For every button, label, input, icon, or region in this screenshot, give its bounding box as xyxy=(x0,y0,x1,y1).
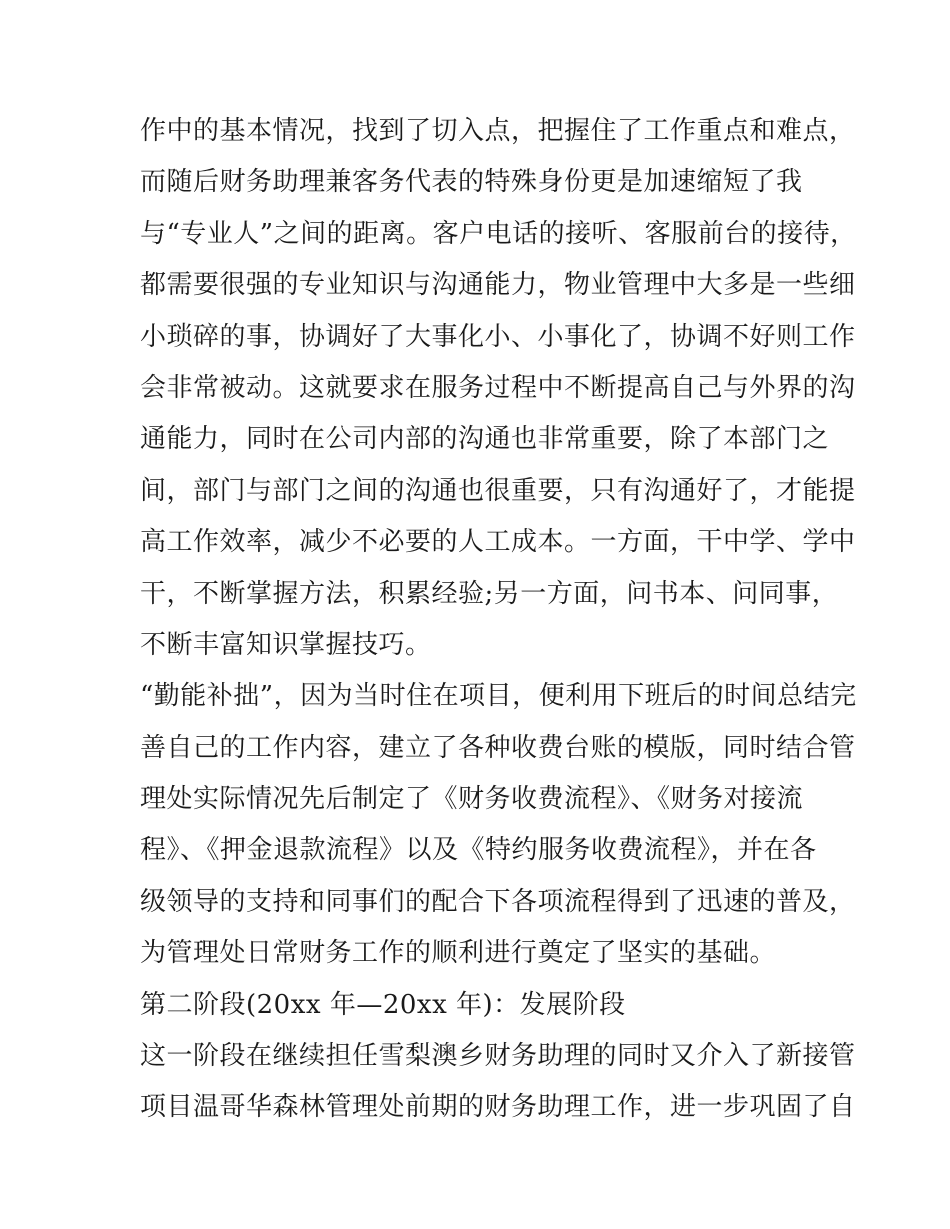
text-line: 而随后财务助理兼客务代表的特殊身份更是加速缩短了我 xyxy=(140,167,803,198)
text-line: 会非常被动。这就要求在服务过程中不断提高自己与外界的沟 xyxy=(140,372,856,403)
body-text xyxy=(140,106,857,1134)
text-line: “勤能补拙”，因为当时住在项目，便利用下班后的时间总结完 xyxy=(140,681,857,712)
text-line: 作中的基本情况，找到了切入点，把握住了工作重点和难点， xyxy=(140,116,856,146)
text-line: 与“专业人”之间的距离。客户电话的接听、客服前台的接待， xyxy=(140,218,857,249)
text-line: 程》、《押金退款流程》以及《特约服务收费流程》，并在各 xyxy=(140,835,817,866)
section-heading: 第二阶段(20xx 年—20xx 年)：发展阶段 xyxy=(140,989,626,1020)
text-line: 项目温哥华森林管理处前期的财务助理工作，进一步巩固了自 xyxy=(140,1092,856,1123)
text-line: 为管理处日常财务工作的顺利进行奠定了坚实的基础。 xyxy=(140,938,777,969)
text-line: 级领导的支持和同事们的配合下各项流程得到了迅速的普及， xyxy=(140,886,856,917)
text-line: 这一阶段在继续担任雪梨澳乡财务助理的同时又介入了新接管 xyxy=(140,1041,856,1072)
text-line: 不断丰富知识掌握技巧。 xyxy=(140,629,432,660)
text-line: 理处实际情况先后制定了《财务收费流程》、《财务对接流 xyxy=(140,784,804,815)
text-line: 通能力，同时在公司内部的沟通也非常重要，除了本部门之 xyxy=(140,424,830,455)
text-line: 高工作效率，减少不必要的人工成本。一方面，干中学、学中 xyxy=(140,527,856,558)
text-line: 间，部门与部门之间的沟通也很重要，只有沟通好了，才能提 xyxy=(140,475,856,506)
text-line: 善自己的工作内容，建立了各种收费台账的模版，同时结合管 xyxy=(140,732,856,763)
text-line: 干，不断掌握方法，积累经验;另一方面，问书本、问同事， xyxy=(140,578,839,609)
text-line: 都需要很强的专业知识与沟通能力，物业管理中大多是一些细 xyxy=(140,270,856,301)
text-line: 小琐碎的事，协调好了大事化小、小事化了，协调不好则工作 xyxy=(140,321,856,352)
